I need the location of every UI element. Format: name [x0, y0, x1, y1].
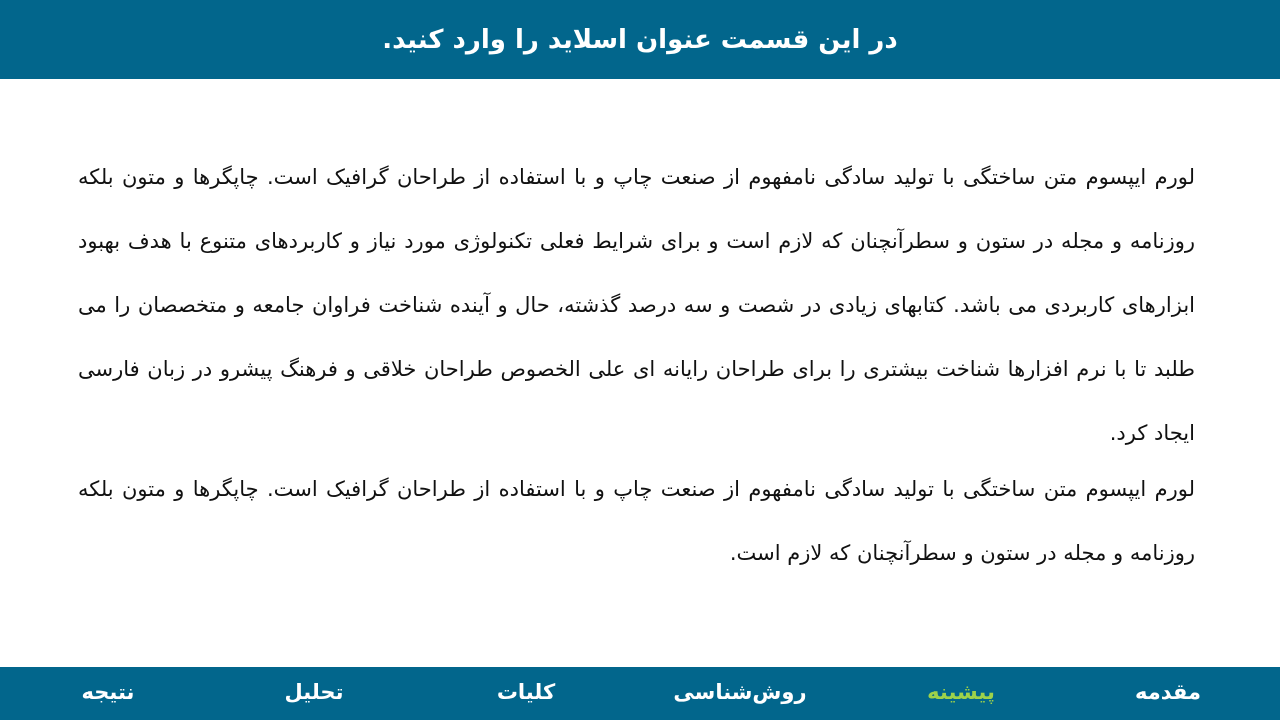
body-paragraph-2: لورم ایپسوم متن ساختگی با تولید سادگی نامفهوم از صنعت چاپ و با استفاده از طراحان گرافیک است. چاپگرها و متون بلکه روزنامه و مجله در ستون و سطرآنچنان که لازم است. — [78, 477, 1195, 565]
nav-introduction[interactable]: مقدمه — [1135, 680, 1201, 704]
bottom-navigation — [0, 667, 1280, 720]
nav-methodology[interactable]: روش‌شناسی — [673, 680, 807, 704]
nav-background[interactable]: پیشینه — [927, 680, 995, 704]
slide-header — [0, 0, 1280, 79]
slide-title: در این قسمت عنوان اسلاید را وارد کنید. — [382, 24, 898, 55]
slide-content — [78, 145, 1195, 615]
nav-analysis[interactable]: تحلیل — [284, 680, 344, 704]
body-paragraph-1: لورم ایپسوم متن ساختگی با تولید سادگی نامفهوم از صنعت چاپ و با استفاده از طراحان گرافیک است. چاپگرها و متون بلکه روزنامه و مجله در ستون و سطرآنچنان که لازم است و برای شرایط فعلی تکنولوژی مورد نیاز و کاربردهای متنوع با هدف بهبود ابزارهای کاربردی می باشد. کتابهای زیادی در شصت و سه درصد گذشته، حال و آینده شناخت فراوان جامعه و متخصصان را می طلبد تا با نرم افزارها شناخت بیشتری را برای طراحان رایانه ای علی الخصوص طراحان خلاقی و فرهنگ پیشرو در زبان فارسی ایجاد کرد. — [78, 165, 1195, 445]
nav-overview[interactable]: کلیات — [496, 680, 556, 704]
nav-conclusion[interactable]: نتیجه — [81, 680, 135, 704]
